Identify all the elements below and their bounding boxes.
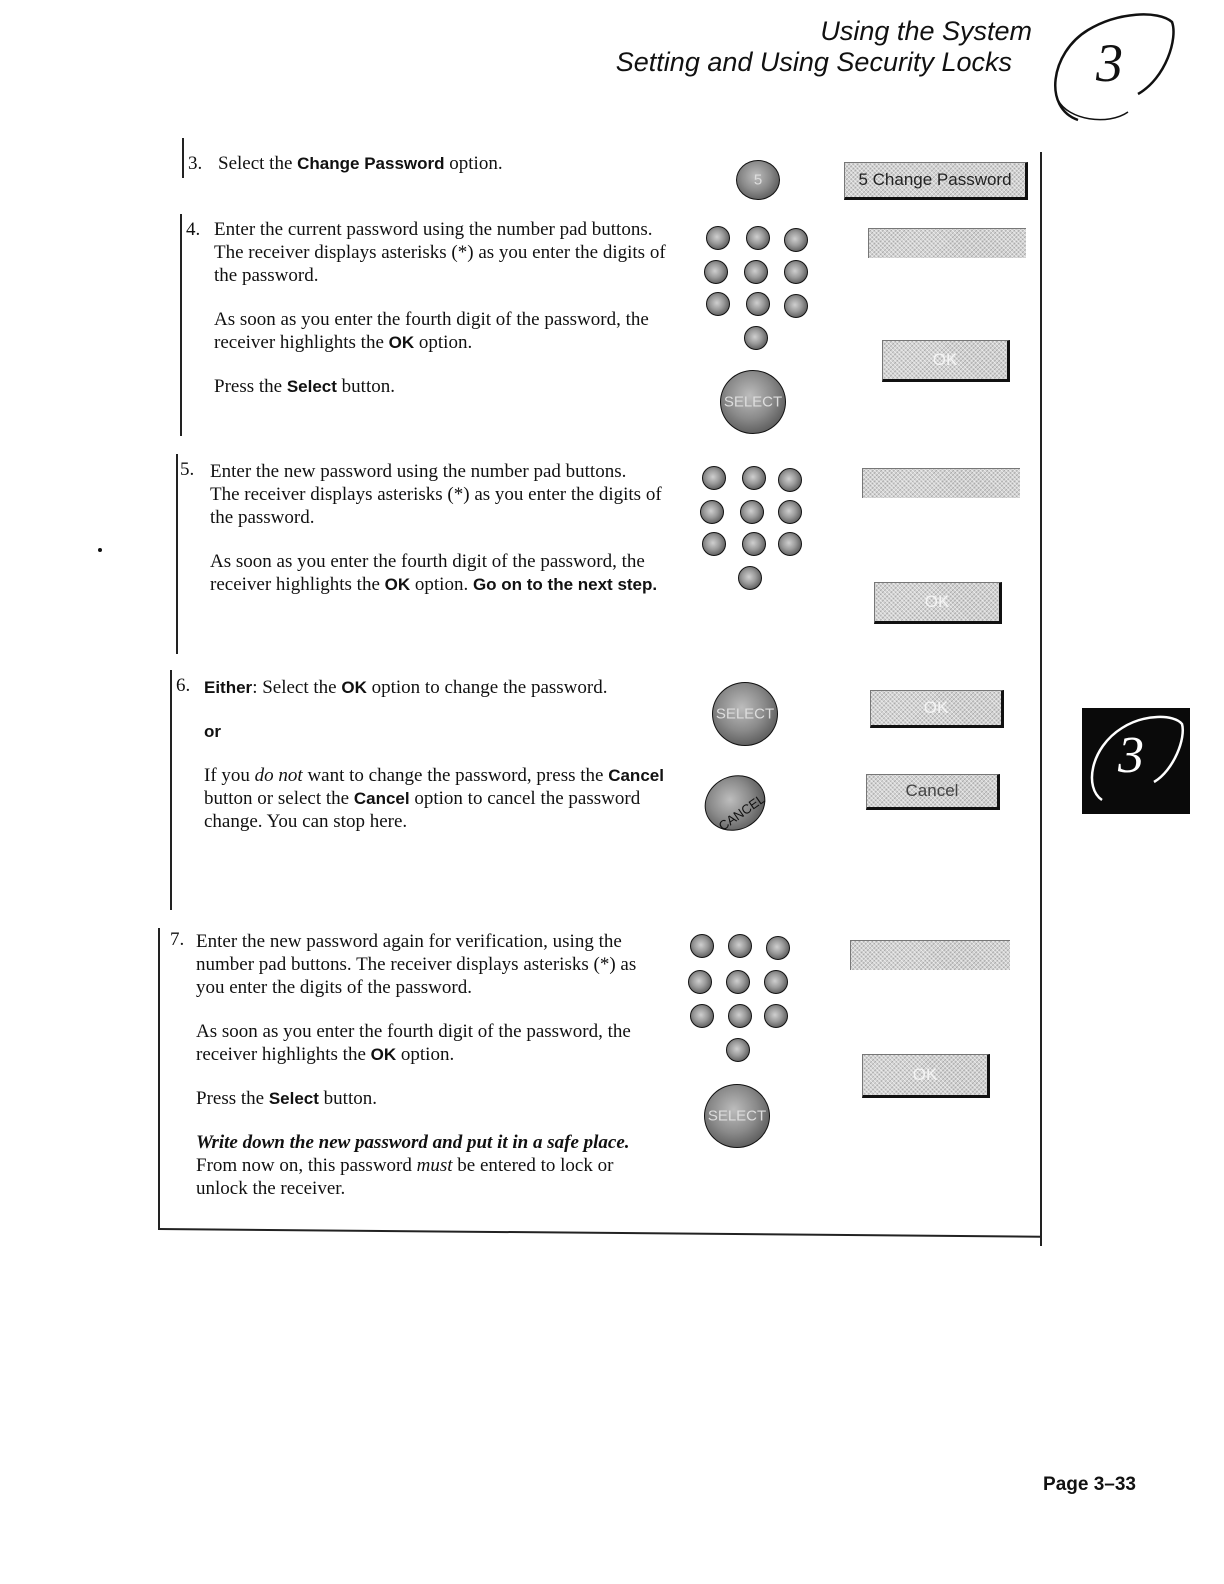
step-5-text: Enter the new password using the number pad buttons. The receiver displays asterisks (*) as you enter the digits of the password. As soon as you enter the fourth digit of the password, the receiver highlights the OK option. Go on to the next step. bbox=[210, 461, 662, 595]
chapter-badge bbox=[1048, 8, 1178, 128]
frame-left-line-3 bbox=[176, 454, 178, 654]
scan-dot bbox=[98, 548, 102, 552]
step-3-text: Select the Change Password option. bbox=[218, 153, 503, 174]
keypad-key-icon bbox=[706, 292, 730, 316]
keypad-key-icon bbox=[766, 936, 790, 960]
keypad-key-icon bbox=[726, 970, 750, 994]
keypad-key-icon bbox=[746, 292, 770, 316]
keypad-key-icon bbox=[690, 1004, 714, 1028]
side-tab-number: 3 bbox=[1118, 727, 1144, 784]
page-number: Page 3–33 bbox=[1043, 1474, 1136, 1495]
screen-ok-option-step-7: OK bbox=[862, 1054, 990, 1098]
remote-select-button-step-7: SELECT bbox=[704, 1084, 770, 1148]
screen-password-field-step-7 bbox=[850, 940, 1010, 970]
remote-key-5: 5 bbox=[736, 160, 780, 200]
remote-cancel-label: CANCEL bbox=[715, 791, 768, 834]
keypad-key-icon bbox=[700, 500, 724, 524]
keypad-key-icon bbox=[738, 566, 762, 590]
screen-password-field-step-5 bbox=[862, 468, 1020, 498]
step-5-number: 5. bbox=[180, 459, 195, 480]
keypad-key-icon bbox=[744, 326, 768, 350]
keypad-key-icon bbox=[784, 260, 808, 284]
step-6-number: 6. bbox=[176, 675, 191, 696]
remote-select-button-step-4: SELECT bbox=[720, 370, 786, 434]
keypad-key-icon bbox=[704, 260, 728, 284]
keypad-key-icon bbox=[764, 1004, 788, 1028]
keypad-key-icon bbox=[728, 1004, 752, 1028]
keypad-step-5 bbox=[700, 466, 810, 592]
step-3-number: 3. bbox=[188, 153, 203, 174]
keypad-key-icon bbox=[690, 934, 714, 958]
keypad-key-icon bbox=[726, 1038, 750, 1062]
keypad-key-icon bbox=[728, 934, 752, 958]
screen-ok-option-step-5: OK bbox=[874, 582, 1002, 624]
keypad-key-icon bbox=[784, 294, 808, 318]
keypad-key-icon bbox=[742, 532, 766, 556]
frame-left-line-1 bbox=[182, 138, 184, 178]
keypad-key-icon bbox=[778, 532, 802, 556]
keypad-key-icon bbox=[784, 228, 808, 252]
keypad-key-icon bbox=[778, 500, 802, 524]
keypad-key-icon bbox=[702, 466, 726, 490]
header-title-line2: Setting and Using Security Locks bbox=[615, 47, 1012, 77]
frame-left-line-2 bbox=[180, 214, 182, 436]
frame-right-line bbox=[1040, 152, 1042, 1246]
chapter-side-tab bbox=[1082, 708, 1190, 814]
screen-ok-option-step-4: OK bbox=[882, 340, 1010, 382]
step-4-number: 4. bbox=[186, 219, 201, 240]
keypad-key-icon bbox=[742, 466, 766, 490]
step-7-number: 7. bbox=[170, 929, 185, 950]
frame-left-line-5 bbox=[158, 928, 160, 1228]
chapter-badge-number: 3 bbox=[1096, 33, 1123, 93]
keypad-key-icon bbox=[706, 226, 730, 250]
keypad-key-icon bbox=[740, 500, 764, 524]
keypad-key-icon bbox=[764, 970, 788, 994]
frame-left-line-4 bbox=[170, 670, 172, 910]
keypad-key-icon bbox=[778, 468, 802, 492]
keypad-step-4 bbox=[704, 226, 814, 352]
keypad-key-icon bbox=[746, 226, 770, 250]
screen-password-field-step-4 bbox=[868, 228, 1026, 258]
keypad-key-icon bbox=[702, 532, 726, 556]
step-4-text: Enter the current password using the number pad buttons. The receiver displays asterisks (*) as you enter the digits of the password. As soon as you enter the fourth digit of the password, the receiver highlights the OK option. Press the Select button. bbox=[214, 219, 666, 397]
screen-cancel-option-step-6: Cancel bbox=[866, 774, 1000, 810]
keypad-key-icon bbox=[744, 260, 768, 284]
header-title-line1: Using the System bbox=[820, 16, 1032, 46]
step-7-text: Enter the new password again for verification, using the number pad buttons. The receiver displays asterisks (*) as you enter the digits of the password. As soon as you enter the fourth digit of the password, the receiver highlights the OK option. Press the Select button. Write down the new password and put it in a safe place. From now on, this password must be entered to lock or unlock the receiver. bbox=[196, 931, 637, 1199]
screen-change-password-option: 5 Change Password bbox=[844, 162, 1028, 200]
remote-select-button-step-6: SELECT bbox=[712, 682, 778, 746]
step-6-text: Either: Select the OK option to change the password. or If you do not want to change the password, press the Cancel button or select the Cancel option to cancel the password change. You can stop here. bbox=[204, 677, 664, 832]
frame-bottom-line bbox=[158, 1228, 1042, 1238]
screen-ok-option-step-6: OK bbox=[870, 690, 1004, 728]
keypad-step-7 bbox=[688, 934, 798, 1060]
keypad-key-icon bbox=[688, 970, 712, 994]
